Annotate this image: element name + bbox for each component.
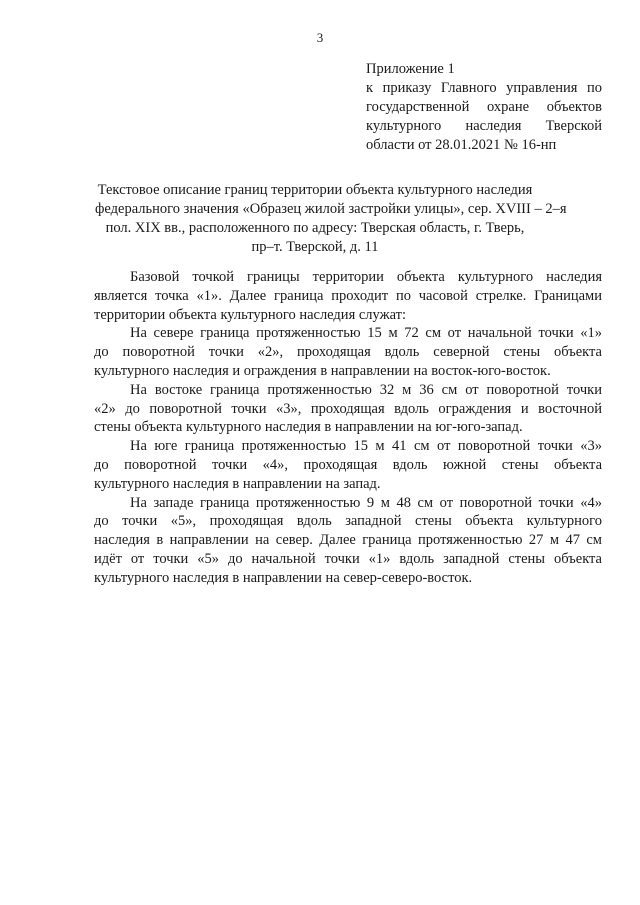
paragraph-west xyxy=(94,494,602,588)
paragraph-north xyxy=(94,324,602,380)
paragraph-south xyxy=(94,437,602,493)
paragraph-line: является точка «1». Далее граница проходит по часовой стрелке. Границами xyxy=(94,287,602,304)
paragraph-line: культурного наследия в направлении на север-северо-восток. xyxy=(94,569,473,586)
paragraph-line: до поворотной точки «4», проходящая вдоль южной стены объекта xyxy=(94,456,602,473)
appendix-line: Приложение 1 xyxy=(366,61,455,77)
paragraph-line: На севере граница протяженностью 15 м 72 см от начальной точки «1» xyxy=(130,325,602,342)
appendix-line: области от 28.01.2021 № 16-нп xyxy=(366,137,557,153)
page-number: 3 xyxy=(316,30,324,45)
document-title xyxy=(95,181,567,257)
paragraph-line: территории объекта культурного наследия служат: xyxy=(94,306,407,323)
paragraph-line: Базовой точкой границы территории объекта культурного наследия xyxy=(130,269,602,285)
appendix-line: к приказу Главного управления по xyxy=(366,80,602,96)
paragraph-line: На юге граница протяженностью 15 м 41 см от поворотной точки «3» xyxy=(130,438,602,455)
paragraph-east xyxy=(94,381,602,437)
title-line: пол. XIX вв., расположенного по адресу: Тверская область, г. Тверь, xyxy=(105,220,525,236)
paragraph-line: «2» до поворотной точки «3», проходящая вдоль ограждения и восточной xyxy=(94,400,602,417)
paragraph-line: наследия в направлении на север. Далее граница протяженностью 27 м 47 см xyxy=(94,532,602,549)
paragraph-line: культурного наследия в направлении на запад. xyxy=(94,475,381,492)
appendix-header xyxy=(366,60,602,155)
paragraph-line: до точки «5», проходящая вдоль западной стены объекта культурного xyxy=(94,513,602,530)
paragraph-base-point xyxy=(94,268,602,324)
paragraph-line: На востоке граница протяженностью 32 м 36 см от поворотной точки xyxy=(130,381,602,398)
title-line: пр–т. Тверской, д. 11 xyxy=(251,239,379,255)
title-line: федерального значения «Образец жилой застройки улицы», сер. XVIII – 2–я xyxy=(95,201,567,217)
title-line: Текстовое описание границ территории объекта культурного наследия xyxy=(97,182,533,198)
paragraph-line: На западе граница протяженностью 9 м 48 см от поворотной точки «4» xyxy=(130,494,602,511)
paragraph-line: культурного наследия и ограждения в направлении на восток-юго-восток. xyxy=(94,362,551,379)
appendix-line: государственной охране объектов xyxy=(366,99,602,115)
paragraph-line: до поворотной точки «2», проходящая вдоль северной стены объекта xyxy=(94,344,602,361)
paragraph-line: идёт от точки «5» до начальной точки «1» вдоль западной стены объекта xyxy=(94,550,602,567)
document-body xyxy=(94,268,602,588)
paragraph-line: стены объекта культурного наследия в направлении на юг-юго-запад. xyxy=(94,419,523,436)
appendix-line: культурного наследия Тверской xyxy=(366,118,602,134)
